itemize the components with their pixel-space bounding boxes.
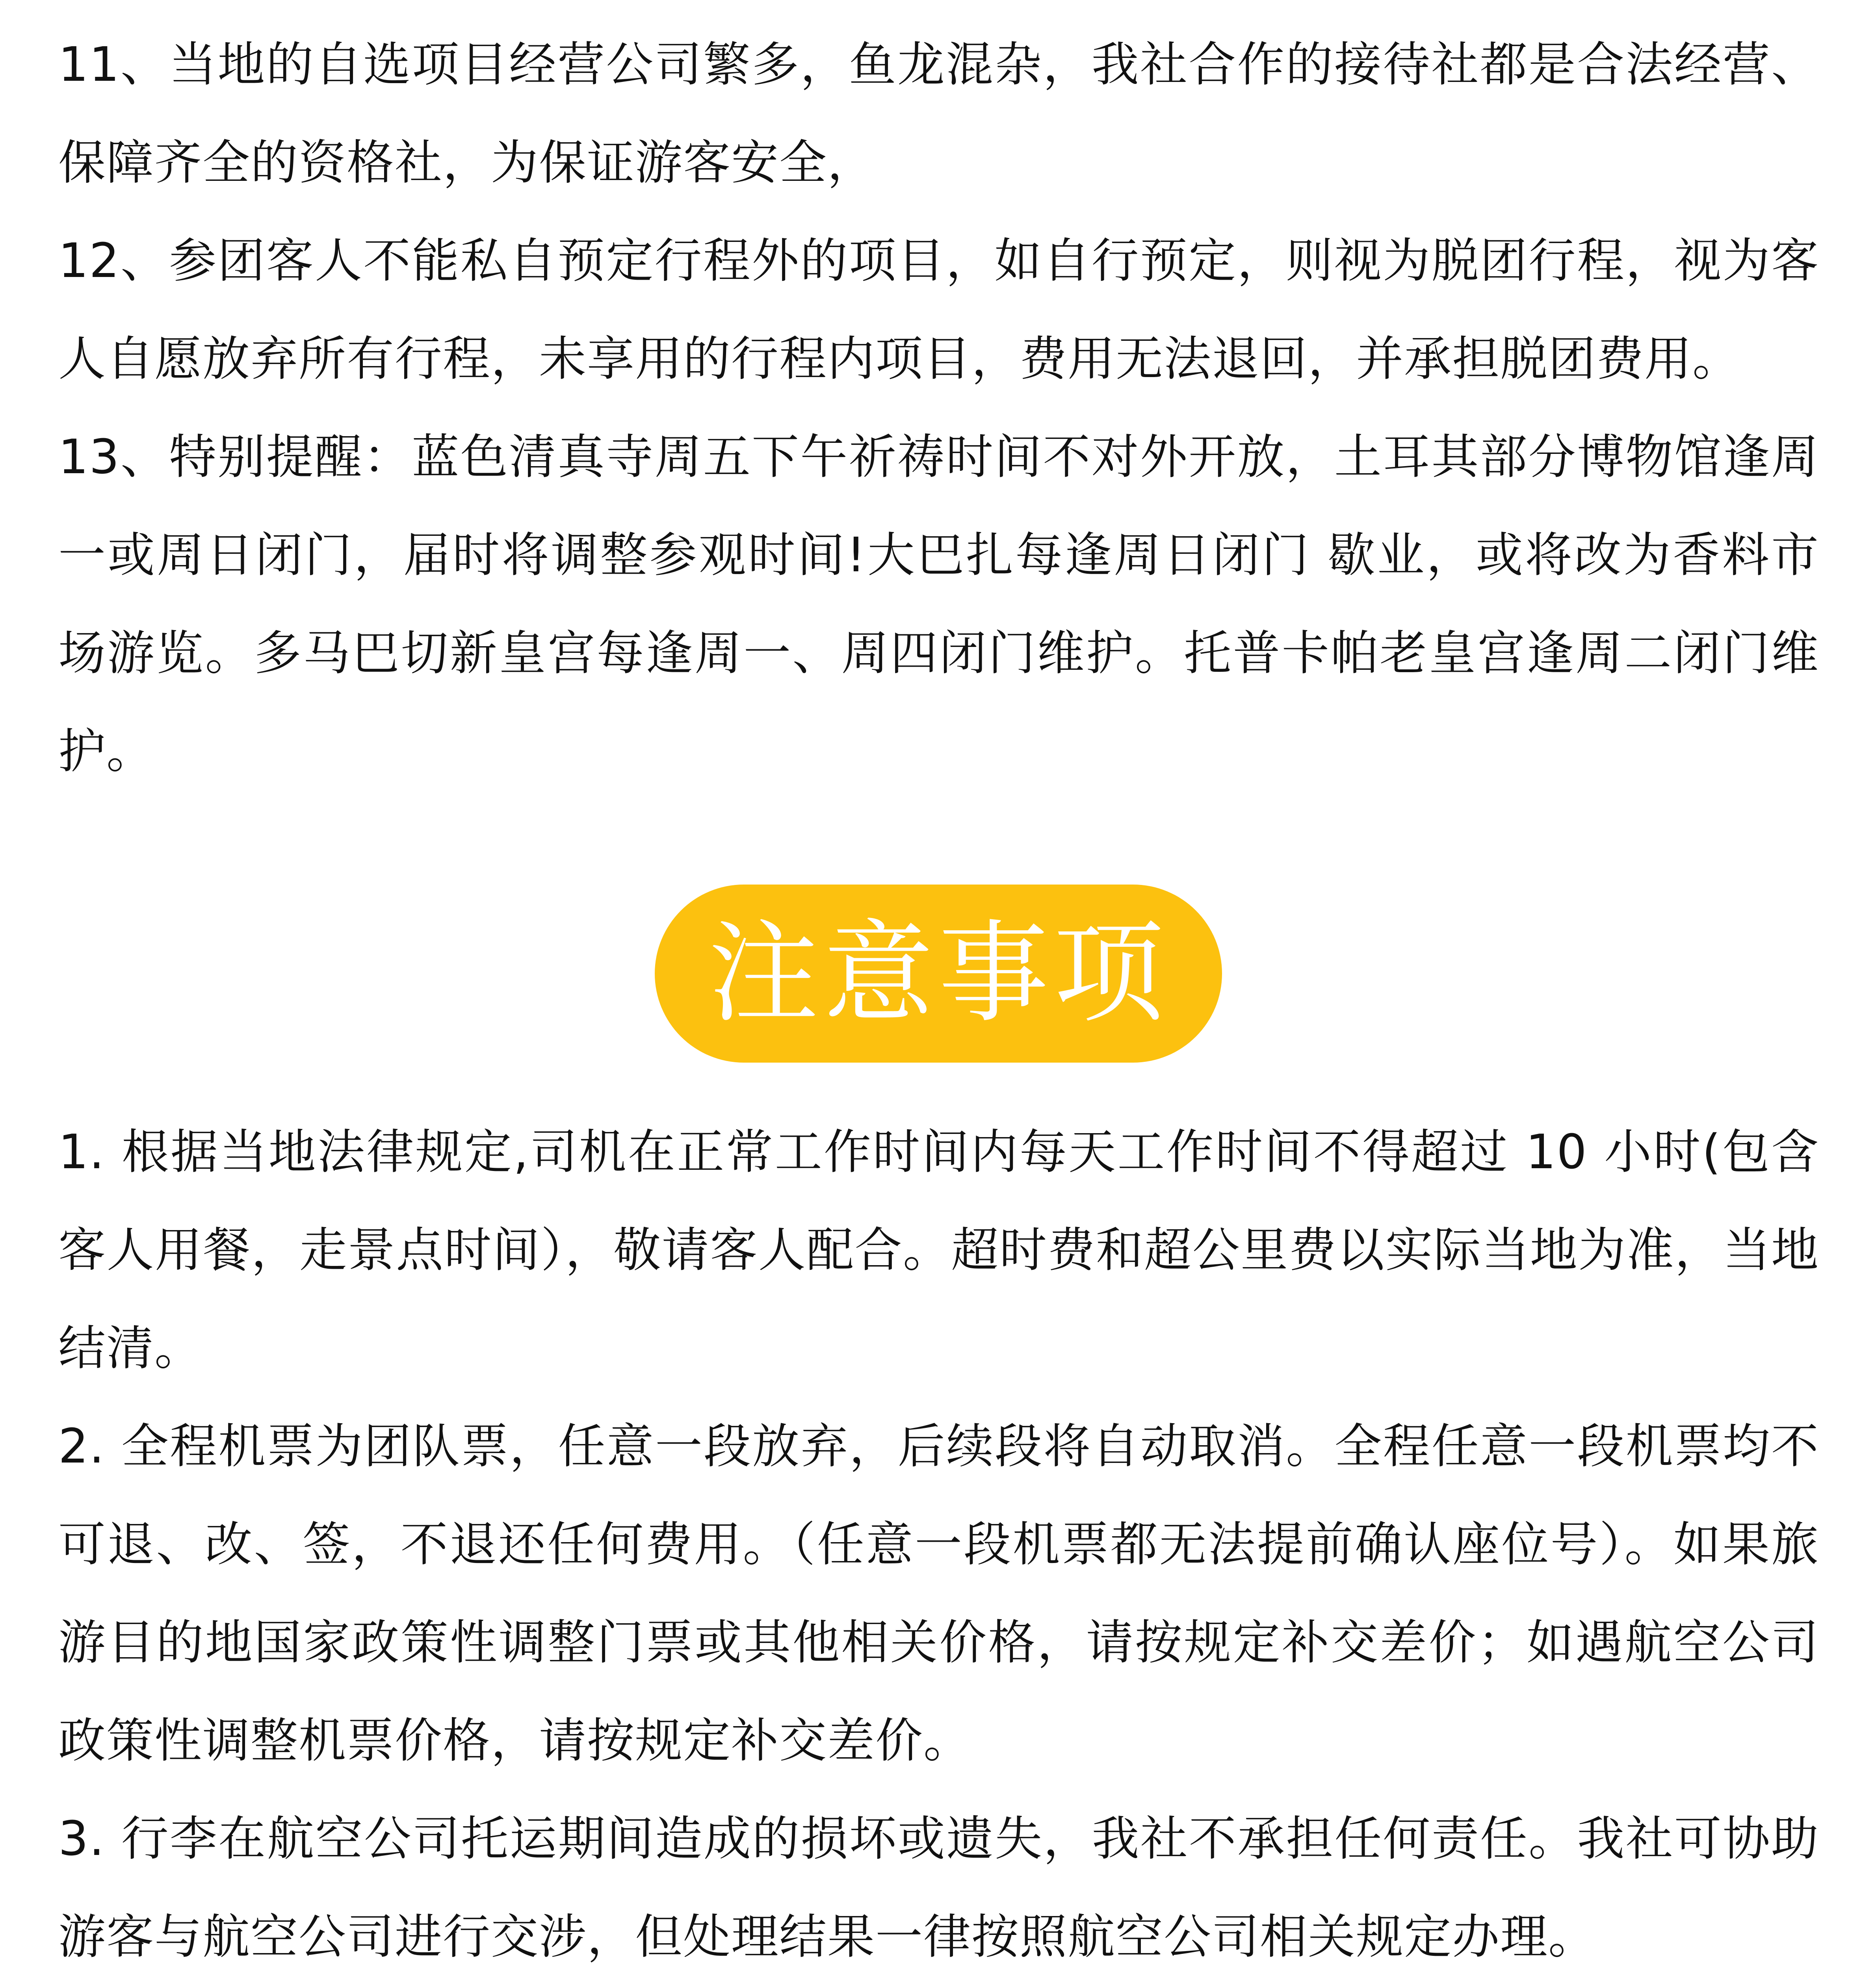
terms-section-continued bbox=[58, 16, 1819, 801]
notice-item-3: 3. 行李在航空公司托运期间造成的损坏或遗失，我社不承担任何责任。我社可协助游客与航空公司进行交涉，但处理结果一律按照航空公司相关规定办理。 bbox=[58, 1812, 1819, 1964]
terms-item-11: 11、当地的自选项目经营公司繁多，鱼龙混杂，我社合作的接待社都是合法经营、保障齐全的资格社，为保证游客安全， bbox=[58, 37, 1819, 190]
terms-item-12: 12、参团客人不能私自预定行程外的项目，如自行预定，则视为脱团行程，视为客人自愿放弃所有行程，未享用的行程内项目，费用无法退回，并承担脱团费用。 bbox=[58, 234, 1819, 387]
section-heading-badge bbox=[655, 885, 1222, 1063]
notice-item-1: 1. 根据当地法律规定,司机在正常工作时间内每天工作时间不得超过 10 小时(包含客人用餐，走景点时间），敬请客人配合。超时费和超公里费以实际当地为准，当地结清。 bbox=[58, 1125, 1819, 1376]
notice-item-2: 2. 全程机票为团队票，任意一段放弃，后续段将自动取消。全程任意一段机票均不可退、改、签，不退还任何费用。（任意一段机票都无法提前确认座位号）。如果旅游目的地国家政策性调整门票或其他相关价格，请按规定补交差价；如遇航空公司政策性调整机票价格，请按规定补交差价。 bbox=[58, 1419, 1819, 1768]
section-heading-title: 注意事项 bbox=[708, 909, 1168, 1038]
terms-item-13: 13、特别提醒：蓝色清真寺周五下午祈祷时间不对外开放，土耳其部分博物馆逢周一或周日闭门，届时将调整参观时间!大巴扎每逢周日闭门 歇业，或将改为香料市场游览。多马巴切新皇宫每逢周一、周四闭门维护。托普卡帕老皇宫逢周二闭门维护。 bbox=[58, 430, 1819, 779]
notices-section bbox=[58, 1103, 1819, 1970]
